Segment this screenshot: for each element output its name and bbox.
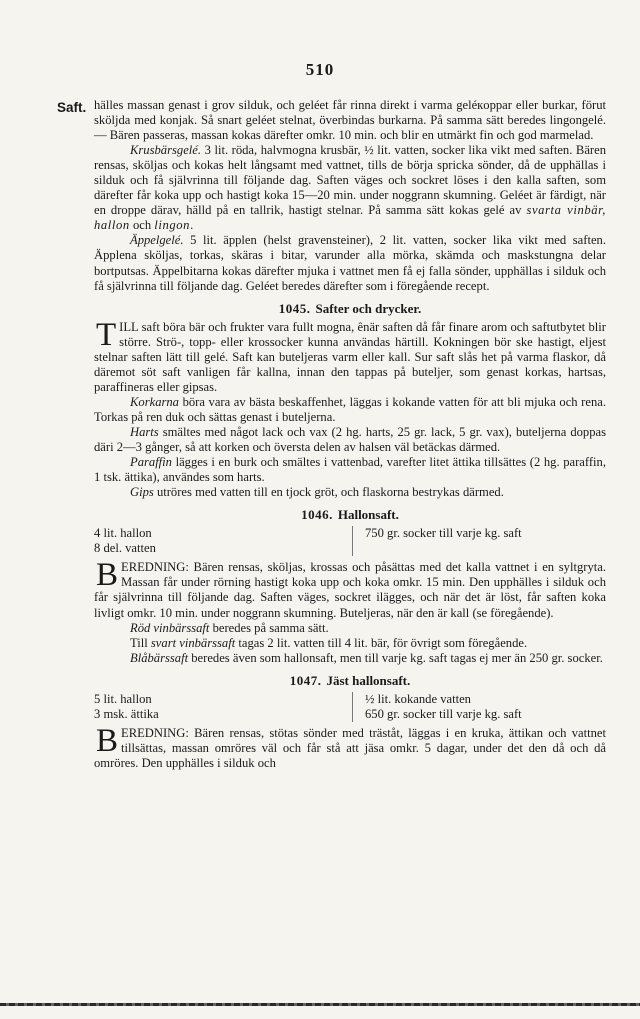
- variant-names: svarta vinbär, hallon: [94, 203, 606, 233]
- ingredient: 5 lit. hallon: [94, 691, 152, 706]
- ingredient: 8 del. vatten: [94, 541, 156, 556]
- ingredient: 3 msk. ättika: [94, 706, 159, 721]
- ingredient: 4 lit. hallon: [94, 526, 152, 541]
- ingredients-left: [94, 526, 352, 556]
- ingredients-1046: [94, 526, 606, 556]
- ingredient: 750 gr. socker till varje kg. saft: [365, 526, 522, 541]
- krusbarsgele-paragraph: Krusbärsgelé. 3 lit. röda, halvmogna krusbär, ½ lit. vatten, socker lika vikt med saften. Bären rensas, sköljas och kokas helt långsamt med vattnet, tills de börja spricka sönder, då de upphällas i silduk och få självrinna till följande dag. Saften väges och sockret löses i den kalla saften, som därefter får koka upp och hastigt koka 15—20 min. under noggrann skumning. Geléet är färdigt, när en droppe därav, hälld på en tallrik, hastigt stelnar. På samma sätt kokas gelé av svarta vinbär, hallon och lingon.: [94, 143, 606, 233]
- ingredient: 650 gr. socker till varje kg. saft: [365, 706, 522, 721]
- bottom-edge-rule: [0, 1003, 640, 1006]
- svart-vinbarssaft-paragraph: Till svart vinbärssaft tagas 2 lit. vatten till 4 lit. bär, för övrigt som föregående.: [130, 635, 528, 650]
- intro-paragraph: hälles massan genast i grov silduk, och geléet får rinna direkt i varma geléкoppar eller burkar, förut sköljda med konjak. Så snart geléet stelnat, överbindas burkarna. På samma sätt beredes lingongelé. — Bären passeras, massan kokas därefter omkr. 10 min. och blir en utmärkt fin och god marmelad.: [94, 98, 606, 143]
- margin-label: Saft.: [57, 100, 87, 115]
- harts-paragraph: Harts smältes med något lack och vax (2 hg. harts, 25 gr. lack, 5 gr. vax), buteljerna doppas däri 2—3 gånger, så att korken och översta delen av halsen väl betäckas därmed.: [94, 424, 606, 455]
- appelgele-paragraph: Äppelgelé. 5 lit. äpplen (helst gravensteiner), 2 lit. vatten, socker lika vikt med saften. Äpplena sköljas, torkas, skäras i bitar, varunder alla mörka, skämda och maskstungna delar bortputsas. Äppelbitarna kokas därefter mjuka i vattnet men få ej falla sönder, upphällas i silduk och få självrinna till följande dag. Geléet beredes därefter som i föregående recept.: [94, 233, 606, 293]
- drop-cap: B: [96, 557, 119, 594]
- section-1045-intro: TILL saft böra bär och frukter vara fullt mogna, ênär saften då får finare arom och saftutbytet blir större. Strö-, topp- eller krossocker kunna användas härtill. Kokningen bör ske hastigt, eljest stelnar saften lätt till gelé. Saft kan buteljeras varm eller kall. Sur saft slås het på varma flaskor, då däremot söt saft vanligen får kallna, innan den tappas på buteljer, som genast korkas, hartsas, paraffineras eller gipsas.: [94, 316, 606, 394]
- section-heading-1046: 1046. Hallonsaft.: [301, 507, 399, 523]
- method-1046: BEREDNING: Bären rensas, sköljas, krossas och påsättas med det kalla vattnet i en syltgryta. Massan får under rörning hastigt koka upp och koka omkr. 15 min. Den upphälles i silduk och får självrinna till följande dag. Saften väges, sockret ilägges, och när det är löst, får saften koka livligt omkr. 10 min. under noggrann skumning. Buteljeras, när den är kall (se föregående).: [94, 557, 606, 620]
- blabarssaft-paragraph: Blåbärssaft beredes även som hallonsaft, men till varje kg. saft tagas ej mer än 250 gr. socker.: [130, 650, 603, 665]
- variant-name: lingon: [154, 218, 191, 233]
- drop-cap: B: [96, 722, 119, 759]
- page-body: [94, 98, 606, 771]
- ingredients-right: [352, 526, 606, 556]
- rod-vinbarssaft-paragraph: Röd vinbärssaft beredes på samma sätt.: [130, 620, 329, 635]
- ingredient: ½ lit. kokande vatten: [365, 691, 471, 706]
- korkarna-paragraph: Korkarna böra vara av bästa beskaffenhet, läggas i kokande vatten för att bli mjuka och rena. Torkas på ren duk och sättas genast i buteljerna.: [94, 394, 606, 424]
- paraffin-paragraph: Paraffin lägges i en burk och smältes i vattenbad, varefter litet ättika tillsättes (2 hg. paraffin, 1 tsk. ättika), användes som harts.: [94, 455, 606, 485]
- section-heading-1045: 1045. Safter och drycker.: [278, 300, 422, 316]
- section-heading-1047: 1047. Jäst hallonsaft.: [289, 672, 411, 688]
- gips-paragraph: Gips utröres med vatten till en tjock gröt, och flaskorna bestrykas därmed.: [130, 485, 504, 500]
- method-1047: BEREDNING: Bären rensas, stötas sönder med träståt, läggas i en kruka, ättikan och vattnet tillsättas, massan omröres väl och får stå att jäsa omkr. 5 dagar, under det den då och då omröres. Den upphälles i silduk och: [94, 722, 606, 770]
- ingredients-1047: [94, 692, 606, 722]
- ingredients-right: [352, 692, 606, 722]
- recipe-name: Äppelgelé.: [130, 233, 184, 248]
- page-number: 510: [305, 60, 335, 79]
- ingredients-left: [94, 692, 352, 722]
- drop-cap: T: [96, 316, 117, 353]
- recipe-name: Krusbärsgelé.: [130, 143, 202, 158]
